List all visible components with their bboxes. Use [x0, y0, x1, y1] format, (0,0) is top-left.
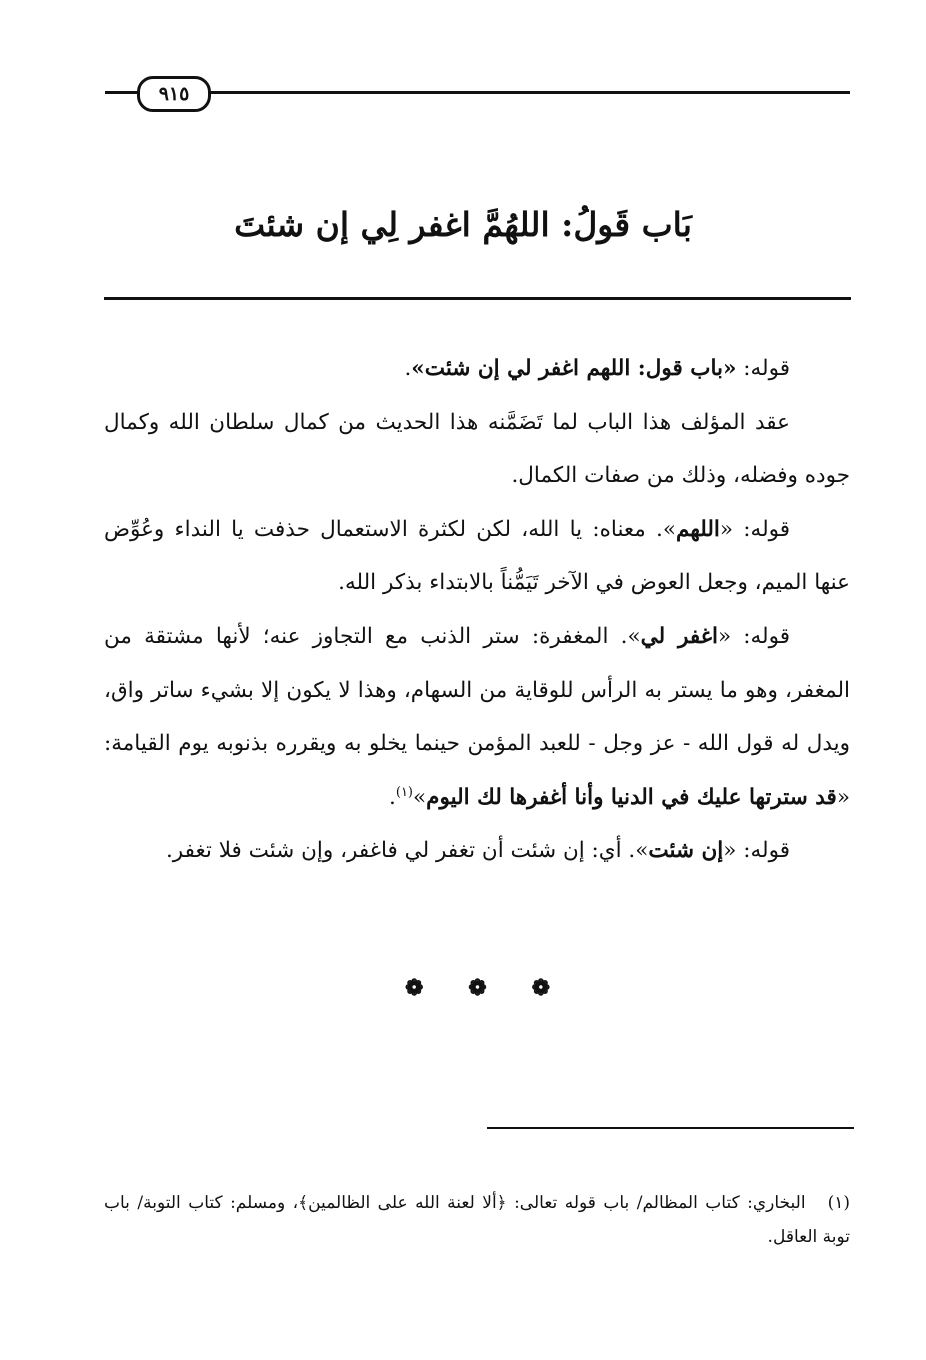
paragraph-lead: قوله: « [719, 516, 791, 542]
paragraph [104, 396, 850, 503]
paragraph-rest: . [404, 356, 412, 381]
footnote-rule [487, 1127, 854, 1129]
footnote [104, 1186, 850, 1254]
quoted-term: اغفر لي [640, 623, 718, 649]
paragraph-lead: قوله: « [723, 838, 790, 864]
paragraph [104, 503, 850, 610]
paragraph-rest: ». معناه: يا الله، لكن لكثرة الاستعمال حذفت يا النداء وعُوِّض عنها الميم، وجعل العوض في الآخر تَيَمُّناً بالابتداء بذكر الله. [104, 516, 850, 596]
paragraph [104, 342, 850, 396]
quoted-term: إن شئت [648, 838, 724, 864]
paragraph-lead: قوله: « [717, 623, 790, 649]
header-rule [105, 91, 850, 94]
footnote-number: (١) [827, 1193, 850, 1213]
page-number: ٩١٥ [158, 83, 190, 105]
asterism-icon: ❁ [531, 975, 550, 1001]
paragraph-rest: ». المغفرة: ستر الذنب مع التجاوز عنه؛ لأنها مشتقة من المغفر، وهو ما يستر به الرأس للوقاية من السهام، وهذا لا يكون إلا بشيء ساتر واق، ويدل له قول الله - عز وجل - للعبد المؤمن حينما يخلو به ويقرره بذنوبه يوم القيامة: « [104, 623, 850, 810]
paragraph [104, 610, 850, 824]
section-separator [405, 975, 550, 1001]
footnotes [104, 1186, 850, 1254]
quote-close: » [413, 784, 427, 810]
paragraph-lead: قوله: [736, 356, 790, 381]
paragraph-rest: ». أي: إن شئت أن تغفر لي فاغفر، وإن شئت فلا تغفر. [165, 838, 649, 864]
chapter-title: بَاب قَولُ: اللهُمَّ اغفر لِي إن شئتَ [234, 205, 692, 244]
page-number-badge [137, 76, 211, 112]
asterism-icon: ❁ [468, 975, 487, 1001]
footnote-text: البخاري: كتاب المظالم/ باب قوله تعالى: ﴿ألا لعنة الله على الظالمين﴾، ومسلم: كتاب التوبة/ باب توبة العاقل. [104, 1193, 850, 1247]
paragraph [104, 824, 850, 878]
body-text [104, 342, 850, 878]
footnote-reference[interactable]: (١) [395, 784, 413, 800]
quoted-term: اللهم [676, 516, 720, 542]
title-rule [104, 297, 851, 300]
asterism-icon: ❁ [405, 975, 424, 1001]
quoted-term: «باب قول: اللهم اغفر لي إن شئت» [411, 356, 737, 381]
paragraph-text: عقد المؤلف هذا الباب لما تَضَمَّنه هذا الحديث من كمال سلطان الله وكمال جوده وفضله، وذلك من صفات الكمال. [104, 409, 850, 489]
paragraph-end: . [389, 784, 396, 810]
hadith-quote: قد سترتها عليك في الدنيا وأنا أغفرها لك اليوم [426, 784, 837, 810]
